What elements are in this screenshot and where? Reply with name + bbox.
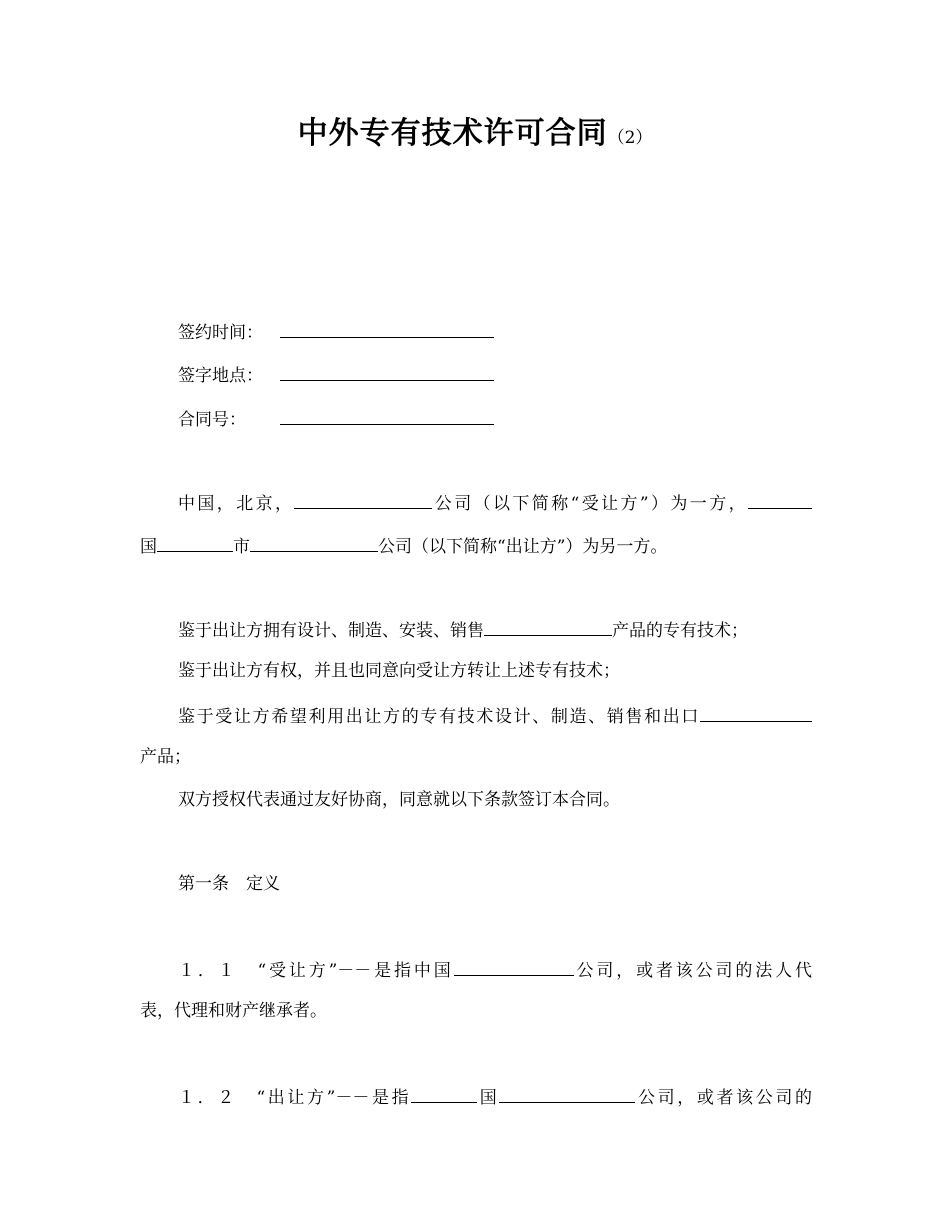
- recital-3-cont: [140, 745, 812, 769]
- recital-text: 双方授权代表通过友好协商，同意就以下条款签订本合同。: [178, 790, 620, 810]
- recital-4: [178, 788, 812, 812]
- clause-text: 国: [477, 1088, 500, 1108]
- seller-country-name-blank[interactable]: [411, 1083, 477, 1103]
- parties-line-1: [178, 489, 812, 516]
- export-product-blank[interactable]: [700, 702, 812, 722]
- buyer-company-blank[interactable]: [294, 489, 432, 509]
- article-heading-text: 第一条 定义: [178, 874, 280, 894]
- signing-time-field: [178, 318, 812, 345]
- recital-3: [178, 702, 812, 729]
- clause-text: １．２ “出让方”－－是指: [178, 1088, 412, 1108]
- parties-text: 中国，北京，: [178, 494, 295, 514]
- contract-number-blank[interactable]: [280, 405, 494, 425]
- recital-1: [178, 616, 812, 643]
- clause-text: １．１ “受让方”－－是指中国: [178, 961, 454, 981]
- title-text: 中外专有技术许可合同: [297, 116, 608, 151]
- parties-line-2: [140, 532, 812, 559]
- clause-text: 表，代理和财产继承者。: [140, 1001, 327, 1021]
- product-blank[interactable]: [484, 616, 612, 636]
- signing-place-label: 签字地点：: [178, 366, 263, 386]
- clause-text: 公司，或者该公司的法人代: [573, 961, 812, 981]
- title-suffix: （2）: [607, 128, 653, 148]
- signing-time-blank[interactable]: [280, 318, 494, 338]
- seller-country-blank-start[interactable]: [748, 489, 812, 509]
- article-1-heading: [178, 872, 812, 896]
- buyer-name-blank[interactable]: [454, 956, 574, 976]
- parties-text: 国: [140, 537, 157, 557]
- recital-2: [178, 659, 812, 683]
- seller-country-blank-end[interactable]: [157, 532, 233, 552]
- clause-1-1: [178, 956, 812, 983]
- signing-time-label: 签约时间：: [178, 323, 263, 343]
- contract-number-field: [178, 405, 812, 432]
- signing-place-blank[interactable]: [280, 361, 494, 381]
- parties-text: 市: [233, 537, 250, 557]
- signing-place-field: [178, 361, 812, 388]
- recital-text: 鉴于出让方有权，并且也同意向受让方转让上述专有技术；: [178, 661, 620, 681]
- parties-text: 公司（以下简称“出让方”）为另一方。: [378, 537, 668, 557]
- contract-number-label: 合同号：: [178, 410, 246, 430]
- recital-text: 产品；: [140, 747, 191, 767]
- recital-text: 产品的专有技术；: [612, 621, 748, 641]
- recital-text: 鉴于受让方希望利用出让方的专有技术设计、制造、销售和出口: [178, 707, 700, 727]
- seller-company-blank[interactable]: [250, 532, 378, 552]
- recital-text: 鉴于出让方拥有设计、制造、安装、销售: [178, 621, 484, 641]
- clause-text: 公司，或者该公司的: [635, 1088, 813, 1108]
- clause-1-2: [178, 1083, 812, 1110]
- seller-name-blank[interactable]: [499, 1083, 635, 1103]
- parties-text: 公司（以下简称“受让方”）为一方，: [432, 494, 748, 514]
- clause-1-1-cont: [140, 999, 812, 1023]
- document-title: [0, 112, 950, 160]
